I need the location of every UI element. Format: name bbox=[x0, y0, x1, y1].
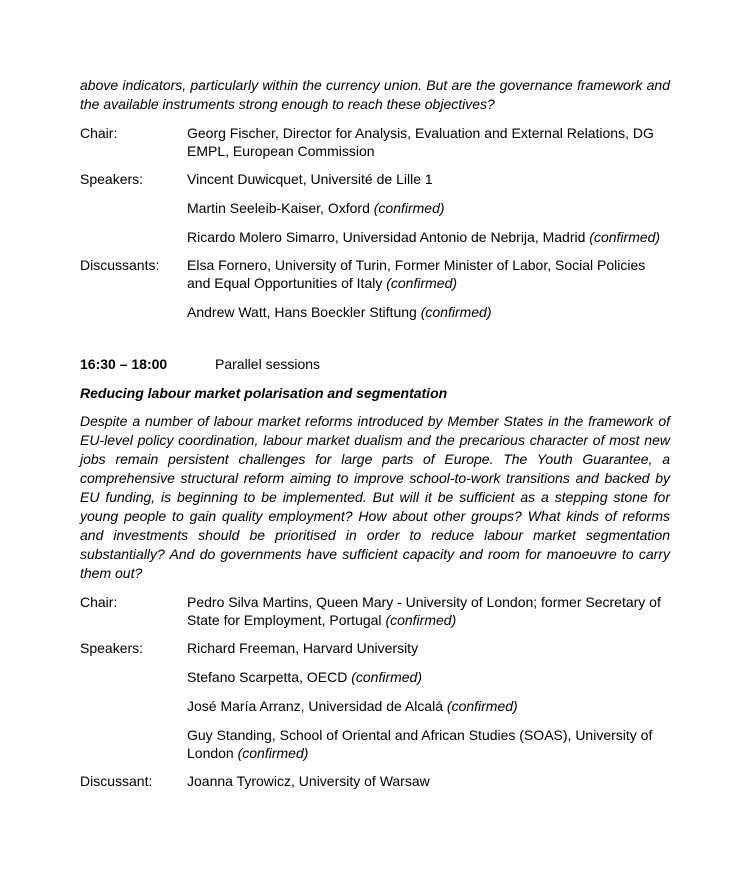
speaker-entry: Guy Standing, School of Oriental and African Studies (SOAS), University of London (confirmed) bbox=[187, 727, 653, 761]
speaker-entry: Ricardo Molero Simarro, Universidad Antonio de Nebrija, Madrid (confirmed) bbox=[187, 229, 661, 245]
discussant-label: Discussant: bbox=[80, 773, 153, 789]
session-type: Parallel sessions bbox=[215, 356, 321, 372]
chair-entry: Pedro Silva Martins, Queen Mary - University of London; former Secretary of State for Employment, Portugal (confirmed) bbox=[187, 594, 661, 628]
discussant-row bbox=[80, 772, 670, 790]
chair-label: Chair: bbox=[80, 125, 118, 141]
speaker-entry: Vincent Duwicquet, Université de Lille 1 bbox=[187, 171, 433, 187]
chair-row bbox=[80, 593, 670, 629]
discussant-entry: Joanna Tyrowicz, University of Warsaw bbox=[187, 773, 430, 789]
speaker-entry: Richard Freeman, Harvard University bbox=[187, 640, 419, 656]
chair-label: Chair: bbox=[80, 594, 118, 610]
discussants-label: Discussants: bbox=[80, 257, 160, 273]
speakers-row bbox=[80, 639, 670, 762]
document-page bbox=[80, 76, 670, 800]
session-description: Despite a number of labour market reforms introduced by Member States in the framework of EU-level policy coordination, labour market dualism and the precarious character of most new jobs remain persistent challenges for large parts of Europe. The Youth Guarantee, a comprehensive structural reform aiming to improve school-to-work transitions and backed by EU funding, is beginning to be implemented. But will it be sufficient as a stepping stone for young people to gain quality employment? How about other groups? What kinds of reforms and investments should be prioritised in order to reduce labour market segmentation substantially? And do governments have sufficient capacity and room for manoeuvre to carry them out? bbox=[80, 413, 670, 581]
discussant-entry: Andrew Watt, Hans Boeckler Stiftung (confirmed) bbox=[187, 304, 492, 320]
speaker-entry: José María Arranz, Universidad de Alcalá (confirmed) bbox=[187, 698, 518, 714]
speakers-label: Speakers: bbox=[80, 640, 144, 656]
session-time-row bbox=[80, 355, 670, 373]
chair-entry: Georg Fischer, Director for Analysis, Evaluation and External Relations, DG EMPL, European Commission bbox=[187, 125, 654, 159]
session-intro: above indicators, particularly within the currency union. But are the governance framework and the available instruments strong enough to reach these objectives? bbox=[80, 77, 670, 112]
session-title: Reducing labour market polarisation and segmentation bbox=[80, 385, 448, 401]
speaker-entry: Martin Seeleib-Kaiser, Oxford (confirmed) bbox=[187, 200, 445, 216]
discussants-row bbox=[80, 256, 670, 321]
session-time: 16:30 – 18:00 bbox=[80, 356, 168, 372]
discussant-entry: Elsa Fornero, University of Turin, Former Minister of Labor, Social Policies and Equal Opportunities of Italy (confirmed) bbox=[187, 257, 646, 291]
speaker-entry: Stefano Scarpetta, OECD (confirmed) bbox=[187, 669, 422, 685]
chair-row bbox=[80, 124, 670, 160]
speakers-label: Speakers: bbox=[80, 171, 144, 187]
speakers-row bbox=[80, 170, 670, 246]
